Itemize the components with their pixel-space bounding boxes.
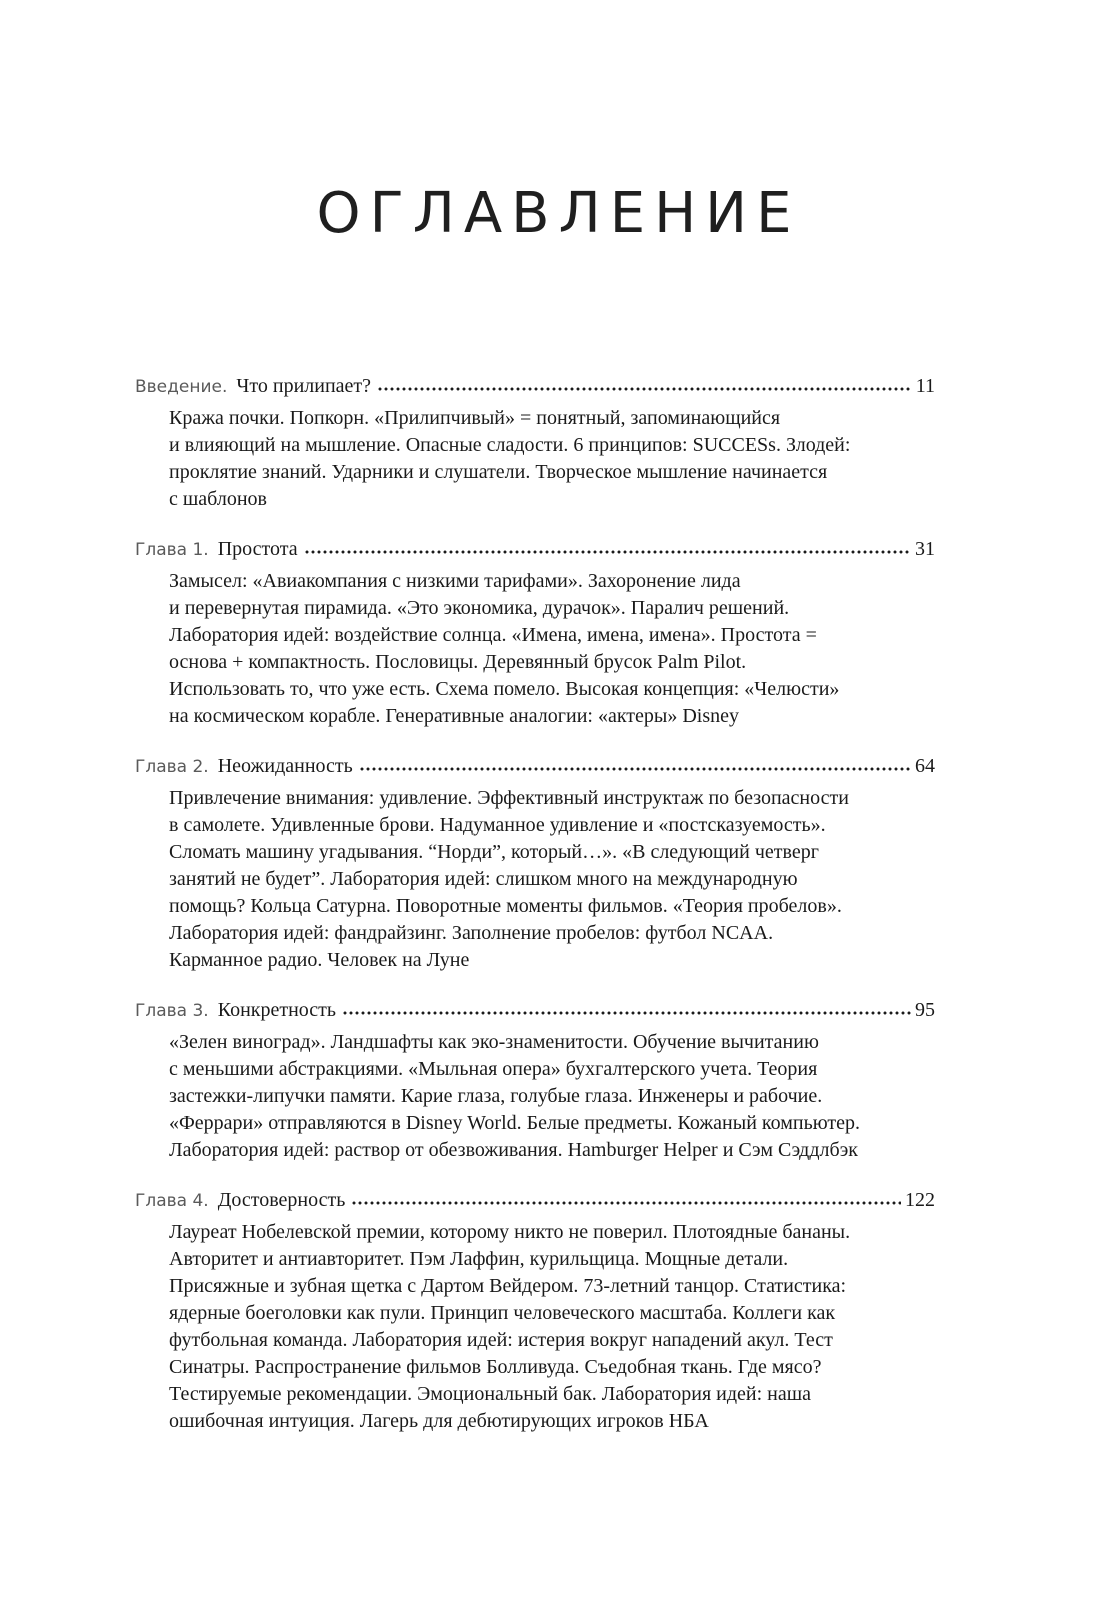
page-number: 95: [915, 999, 935, 1021]
description-line: «Феррари» отправляются в Disney World. Белые предметы. Кожаный компьютер.: [169, 1112, 860, 1134]
description-line: занятий не будет”. Лаборатория идей: слишком много на международную: [169, 868, 798, 890]
dot-leader: [342, 1009, 911, 1017]
toc-entry: [135, 372, 935, 513]
page-number: 31: [915, 538, 935, 560]
description-line: «Зелен виноград». Ландшафты как эко-знаменитости. Обучение вычитанию: [169, 1031, 819, 1053]
description-line: застежки-липучки памяти. Карие глаза, голубые глаза. Инженеры и рабочие.: [169, 1085, 823, 1107]
toc-entry: [135, 535, 935, 730]
description-line: Лаборатория идей: воздействие солнца. «Имена, имена, имена». Простота =: [169, 624, 817, 646]
description-line: Тестируемые рекомендации. Эмоциональный бак. Лаборатория идей: наша: [169, 1383, 812, 1405]
chapter-title: Простота: [217, 538, 298, 560]
toc-entry-heading[interactable]: [135, 372, 935, 400]
description-line: Карманное радио. Человек на Луне: [169, 949, 470, 971]
toc-entry-heading[interactable]: [135, 996, 935, 1024]
table-of-contents: [135, 372, 935, 1457]
description-line: Лауреат Нобелевской премии, которому никто не поверил. Плотоядные бананы.: [169, 1221, 851, 1243]
chapter-label: Глава 1.: [135, 540, 209, 560]
chapter-description: [169, 405, 899, 513]
description-line: ошибочная интуиция. Лагерь для дебютирующих игроков НБА: [169, 1410, 709, 1432]
description-line: Синатры. Распространение фильмов Болливуда. Съедобная ткань. Где мясо?: [169, 1356, 822, 1378]
toc-entry-heading[interactable]: [135, 1186, 935, 1214]
description-line: Лаборатория идей: раствор от обезвоживания. Hamburger Helper и Сэм Сэддлбэк: [169, 1139, 858, 1161]
page-number: 122: [905, 1189, 935, 1211]
description-line: в самолете. Удивленные брови. Надуманное удивление и «постсказуемость».: [169, 814, 826, 836]
chapter-title: Что прилипает?: [236, 375, 372, 397]
description-line: Замысел: «Авиакомпания с низкими тарифами». Захоронение лида: [169, 570, 741, 592]
chapter-label: Глава 2.: [135, 757, 209, 777]
description-line: проклятие знаний. Ударники и слушатели. Творческое мышление начинается: [169, 461, 828, 483]
page-title: ОГЛАВЛЕНИЕ: [316, 180, 801, 246]
chapter-label: Глава 4.: [135, 1191, 209, 1211]
chapter-title: Неожиданность: [217, 755, 353, 777]
dot-leader: [304, 548, 911, 556]
description-line: на космическом корабле. Генеративные аналогии: «актеры» Disney: [169, 705, 739, 727]
description-line: Авторитет и антиавторитет. Пэм Лаффин, курильщица. Мощные детали.: [169, 1248, 789, 1270]
toc-entry: [135, 1186, 935, 1435]
toc-entry-heading[interactable]: [135, 752, 935, 780]
toc-entry: [135, 752, 935, 974]
description-line: помощь? Кольца Сатурна. Поворотные моменты фильмов. «Теория пробелов».: [169, 895, 842, 917]
description-line: Присяжные и зубная щетка с Дартом Вейдером. 73-летний танцор. Статистика:: [169, 1275, 847, 1297]
chapter-label: Введение.: [135, 377, 228, 397]
description-line: основа + компактность. Пословицы. Деревянный брусок Palm Pilot.: [169, 651, 747, 673]
description-line: Сломать машину угадывания. “Норди”, который…». «В следующий четверг: [169, 841, 819, 863]
toc-entry-heading[interactable]: [135, 535, 935, 563]
chapter-title: Достоверность: [217, 1189, 346, 1211]
dot-leader: [351, 1199, 901, 1207]
chapter-description: [169, 1029, 899, 1164]
chapter-label: Глава 3.: [135, 1001, 209, 1021]
description-line: Привлечение внимания: удивление. Эффективный инструктаж по безопасности: [169, 787, 849, 809]
description-line: Кража почки. Попкорн. «Прилипчивый» = понятный, запоминающийся: [169, 407, 781, 429]
chapter-description: [169, 1219, 899, 1435]
toc-entry: [135, 996, 935, 1164]
description-line: с меньшими абстракциями. «Мыльная опера» бухгалтерского учета. Теория: [169, 1058, 818, 1080]
description-line: и влияющий на мышление. Опасные сладости. 6 принципов: SUCCESs. Злодей:: [169, 434, 851, 456]
description-line: Лаборатория идей: фандрайзинг. Заполнение пробелов: футбол NCAA.: [169, 922, 774, 944]
page-number: 11: [915, 375, 935, 397]
chapter-description: [169, 568, 899, 730]
description-line: Использовать то, что уже есть. Схема помело. Высокая концепция: «Челюсти»: [169, 678, 840, 700]
dot-leader: [377, 385, 912, 393]
description-line: футбольная команда. Лаборатория идей: истерия вокруг нападений акул. Тест: [169, 1329, 833, 1351]
dot-leader: [359, 765, 911, 773]
description-line: с шаблонов: [169, 488, 267, 510]
description-line: и перевернутая пирамида. «Это экономика, дурачок». Паралич решений.: [169, 597, 790, 619]
description-line: ядерные боеголовки как пули. Принцип человеческого масштаба. Коллеги как: [169, 1302, 836, 1324]
page-number: 64: [915, 755, 935, 777]
chapter-description: [169, 785, 899, 974]
chapter-title: Конкретность: [217, 999, 337, 1021]
